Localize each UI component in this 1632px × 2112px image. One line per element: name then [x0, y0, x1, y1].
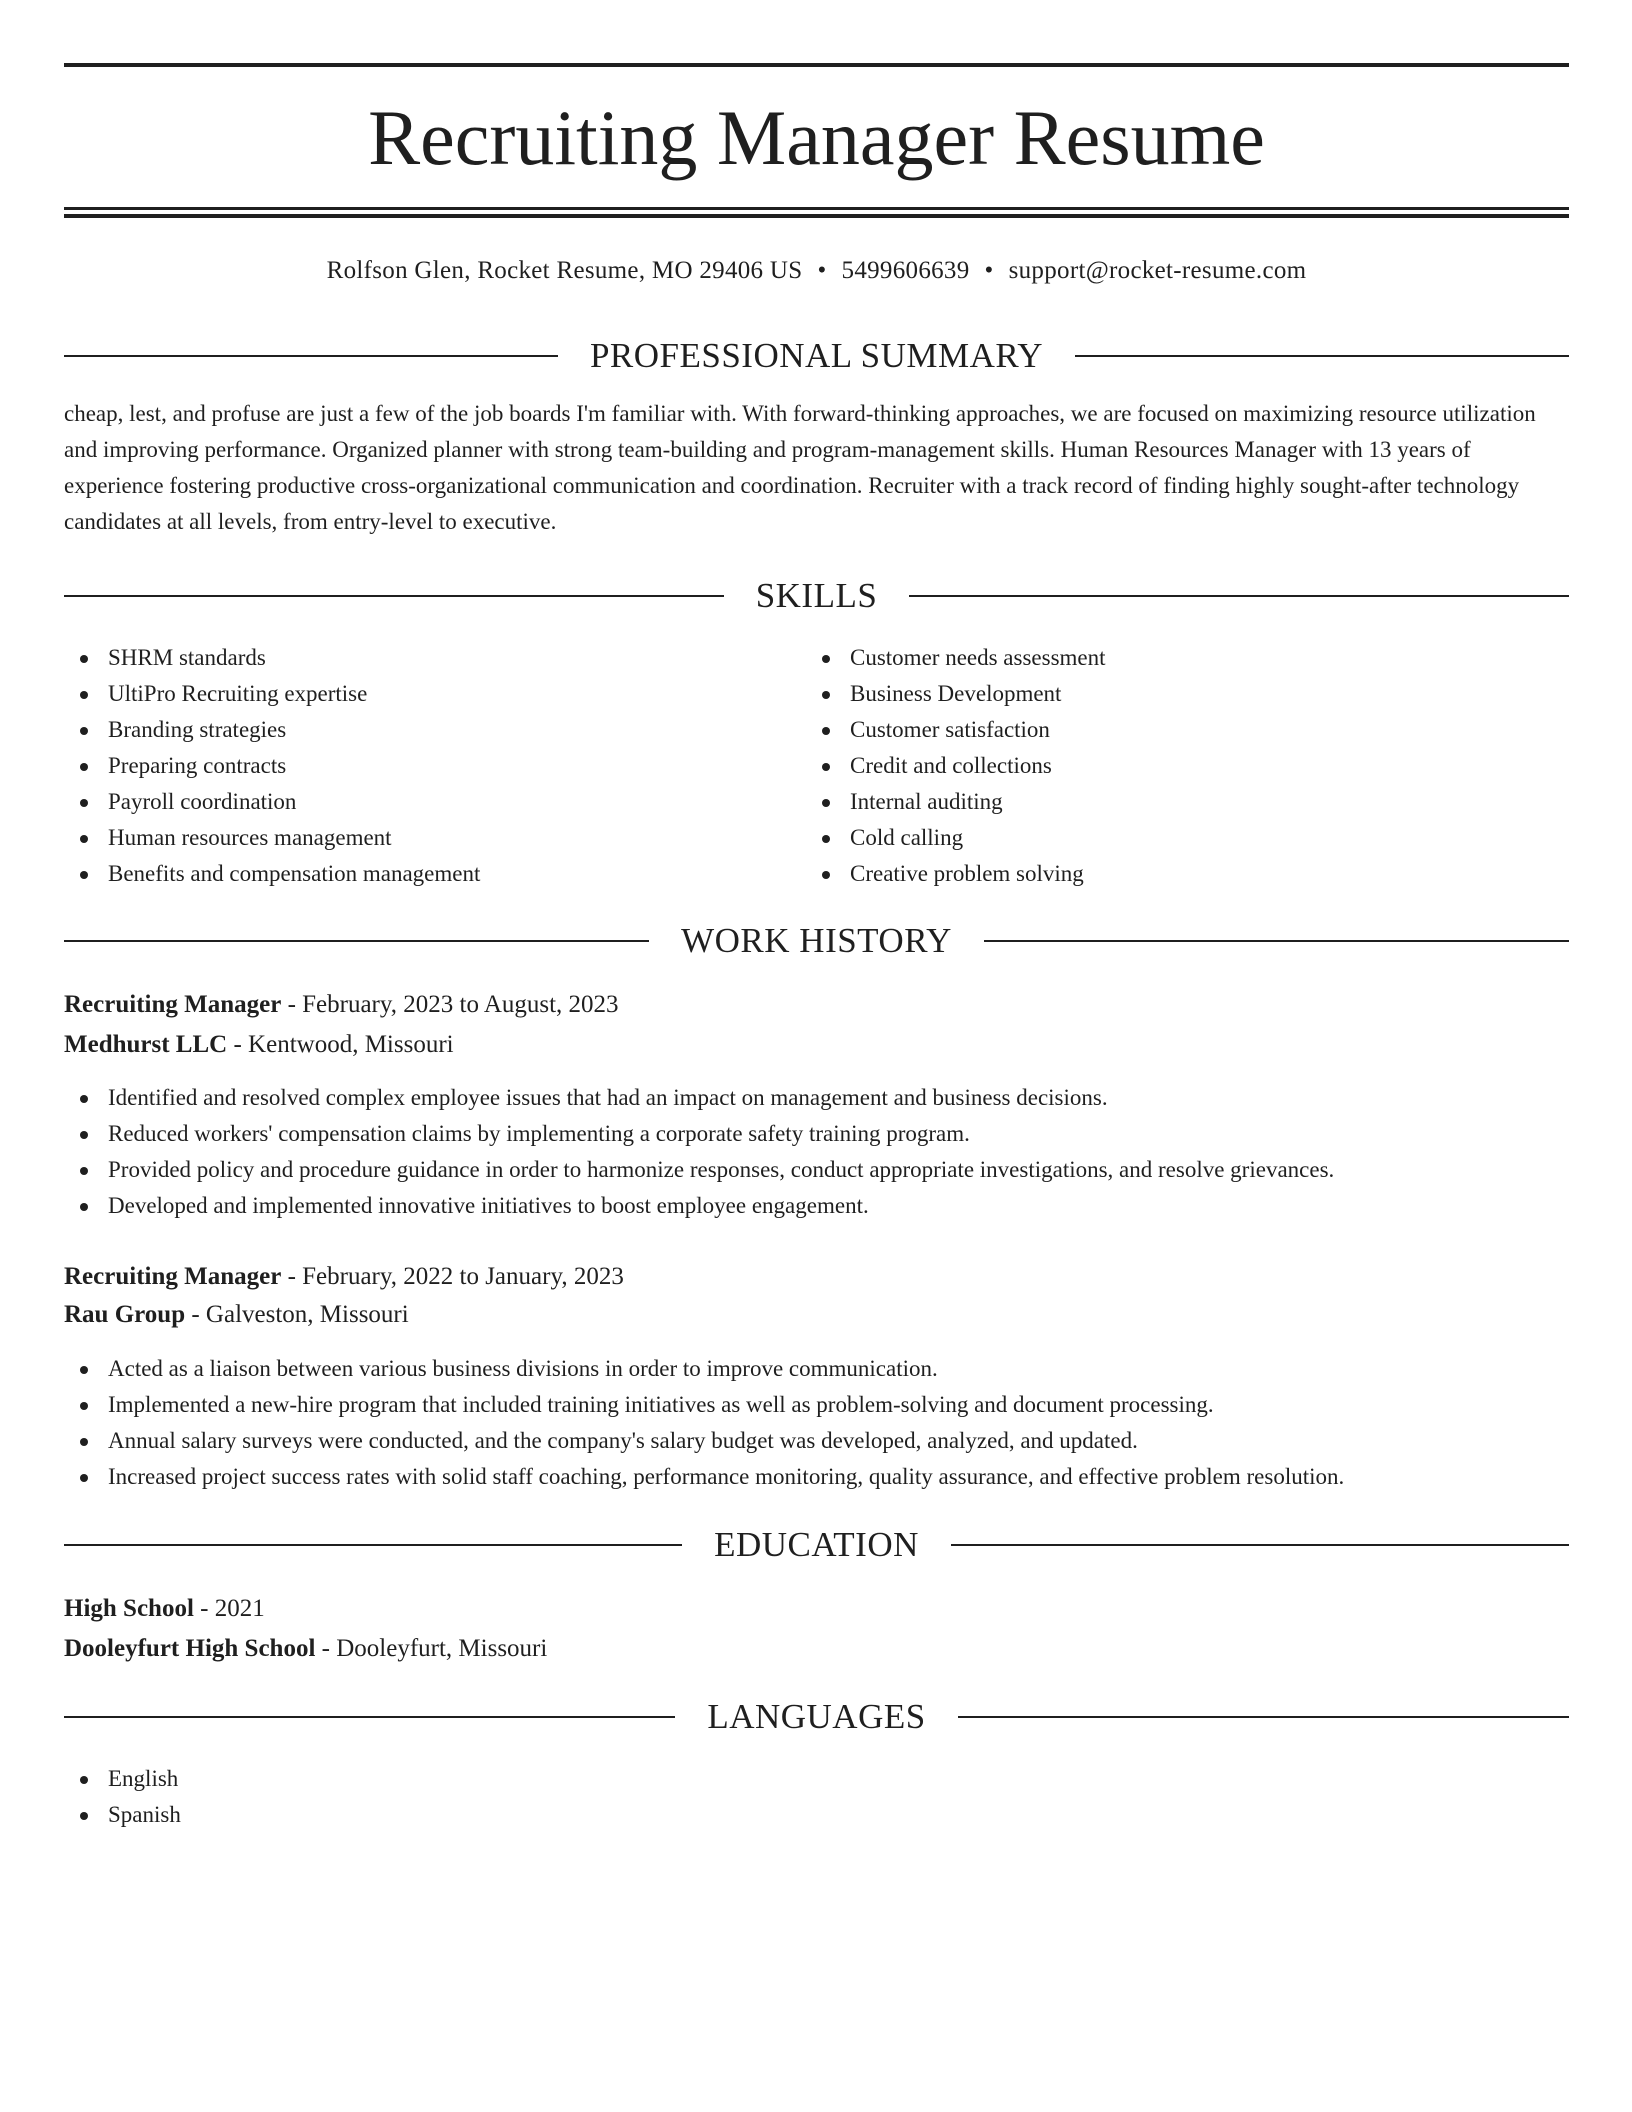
skill-item: Customer satisfaction	[806, 712, 1569, 748]
section-title-education: EDUCATION	[714, 1525, 919, 1564]
education-school-line	[64, 1630, 1569, 1668]
skill-item: Cold calling	[806, 820, 1569, 856]
job-bullet: Reduced workers' compensation claims by implementing a corporate safety training program.	[64, 1116, 1569, 1152]
job-bullet: Acted as a liaison between various business divisions in order to improve communication.	[64, 1351, 1569, 1387]
contact-separator: •	[984, 257, 994, 284]
job-location: - Kentwood, Missouri	[227, 1031, 454, 1058]
job-company: Medhurst LLC	[64, 1031, 228, 1058]
heading-rule	[64, 595, 724, 597]
job-bullet: Annual salary surveys were conducted, and the company's salary budget was developed, analyzed, and updated.	[64, 1423, 1569, 1459]
skill-item: Branding strategies	[64, 712, 804, 748]
skills-list-right	[806, 640, 1569, 892]
job-company-line	[64, 1296, 1569, 1334]
heading-rule	[64, 940, 649, 942]
language-list	[64, 1761, 1569, 1833]
skill-item: Internal auditing	[806, 784, 1569, 820]
heading-rule	[951, 1544, 1569, 1546]
contact-line	[64, 254, 1569, 288]
job-bullet: Implemented a new-hire program that included training initiatives as well as problem-solving and document processing.	[64, 1387, 1569, 1423]
heading-rule	[909, 595, 1569, 597]
job-title: Recruiting Manager	[64, 1263, 282, 1290]
job-title-line	[64, 986, 1569, 1024]
job-company-line	[64, 1026, 1569, 1064]
heading-rule	[64, 355, 558, 357]
skill-item: Payroll coordination	[64, 784, 804, 820]
section-title-languages: LANGUAGES	[707, 1697, 926, 1736]
job-bullet: Increased project success rates with solid staff coaching, performance monitoring, quality assurance, and effective problem resolution.	[64, 1459, 1569, 1495]
skill-item: Credit and collections	[806, 748, 1569, 784]
skill-item: Creative problem solving	[806, 856, 1569, 892]
skill-item: Business Development	[806, 676, 1569, 712]
job-title-line	[64, 1258, 1569, 1296]
job-dates: - February, 2022 to January, 2023	[281, 1263, 624, 1290]
job-bullet: Developed and implemented innovative initiatives to boost employee engagement.	[64, 1188, 1569, 1224]
section-title-work: WORK HISTORY	[681, 921, 952, 960]
skill-item: Preparing contracts	[64, 748, 804, 784]
skill-item: SHRM standards	[64, 640, 804, 676]
contact-address: Rolfson Glen, Rocket Resume, MO 29406 US	[326, 257, 803, 284]
heading-rule	[984, 940, 1569, 942]
heading-rule	[958, 1716, 1569, 1718]
section-heading-education	[64, 1523, 1569, 1567]
heading-rule	[64, 1716, 675, 1718]
job-location: - Galveston, Missouri	[185, 1301, 409, 1328]
education-school: Dooleyfurt High School	[64, 1635, 316, 1662]
heading-rule	[64, 1544, 682, 1546]
job-bullet-list	[64, 1351, 1569, 1495]
skill-item: Customer needs assessment	[806, 640, 1569, 676]
education-degree: High School	[64, 1595, 194, 1622]
section-heading-work	[64, 919, 1569, 963]
job-title: Recruiting Manager	[64, 991, 282, 1018]
title-double-rule	[64, 207, 1569, 218]
job-dates: - February, 2023 to August, 2023	[281, 991, 619, 1018]
education-location: - Dooleyfurt, Missouri	[315, 1635, 548, 1662]
skill-item: Human resources management	[64, 820, 804, 856]
section-heading-skills	[64, 574, 1569, 618]
skill-item: UltiPro Recruiting expertise	[64, 676, 804, 712]
resume-title: Recruiting Manager Resume	[368, 94, 1265, 181]
job-bullet: Identified and resolved complex employee issues that had an impact on management and business decisions.	[64, 1080, 1569, 1116]
contact-phone: 5499606639	[841, 257, 970, 284]
education-degree-line	[64, 1590, 1569, 1628]
section-title-skills: SKILLS	[755, 576, 878, 615]
contact-email[interactable]: support@rocket-resume.com	[1008, 257, 1307, 284]
section-title-summary: PROFESSIONAL SUMMARY	[589, 336, 1044, 375]
language-item: English	[64, 1761, 1569, 1797]
section-heading-summary	[64, 334, 1569, 378]
job-company: Rau Group	[64, 1301, 186, 1328]
section-heading-languages	[64, 1695, 1569, 1739]
summary-text: cheap, lest, and profuse are just a few of the job boards I'm familiar with. With forward-thinking approaches, we are focused on maximizing resource utilization and improving performance. Organized planner with strong team-building and program-management skills. Human Resources Manager with 13 years of experience fostering productive cross-organizational communication and coordination. Recruiter with a track record of finding highly sought-after technology candidates at all levels, from entry-level to executive.	[64, 401, 1536, 534]
skills-list-left	[64, 640, 804, 892]
education-year: - 2021	[193, 1595, 265, 1622]
top-rule	[64, 63, 1569, 67]
job-bullet: Provided policy and procedure guidance in order to harmonize responses, conduct appropriate investigations, and resolve grievances.	[64, 1152, 1569, 1188]
heading-rule	[1075, 355, 1569, 357]
contact-separator: •	[817, 257, 827, 284]
job-bullet-list	[64, 1080, 1569, 1224]
skill-item: Benefits and compensation management	[64, 856, 804, 892]
language-item: Spanish	[64, 1797, 1569, 1833]
